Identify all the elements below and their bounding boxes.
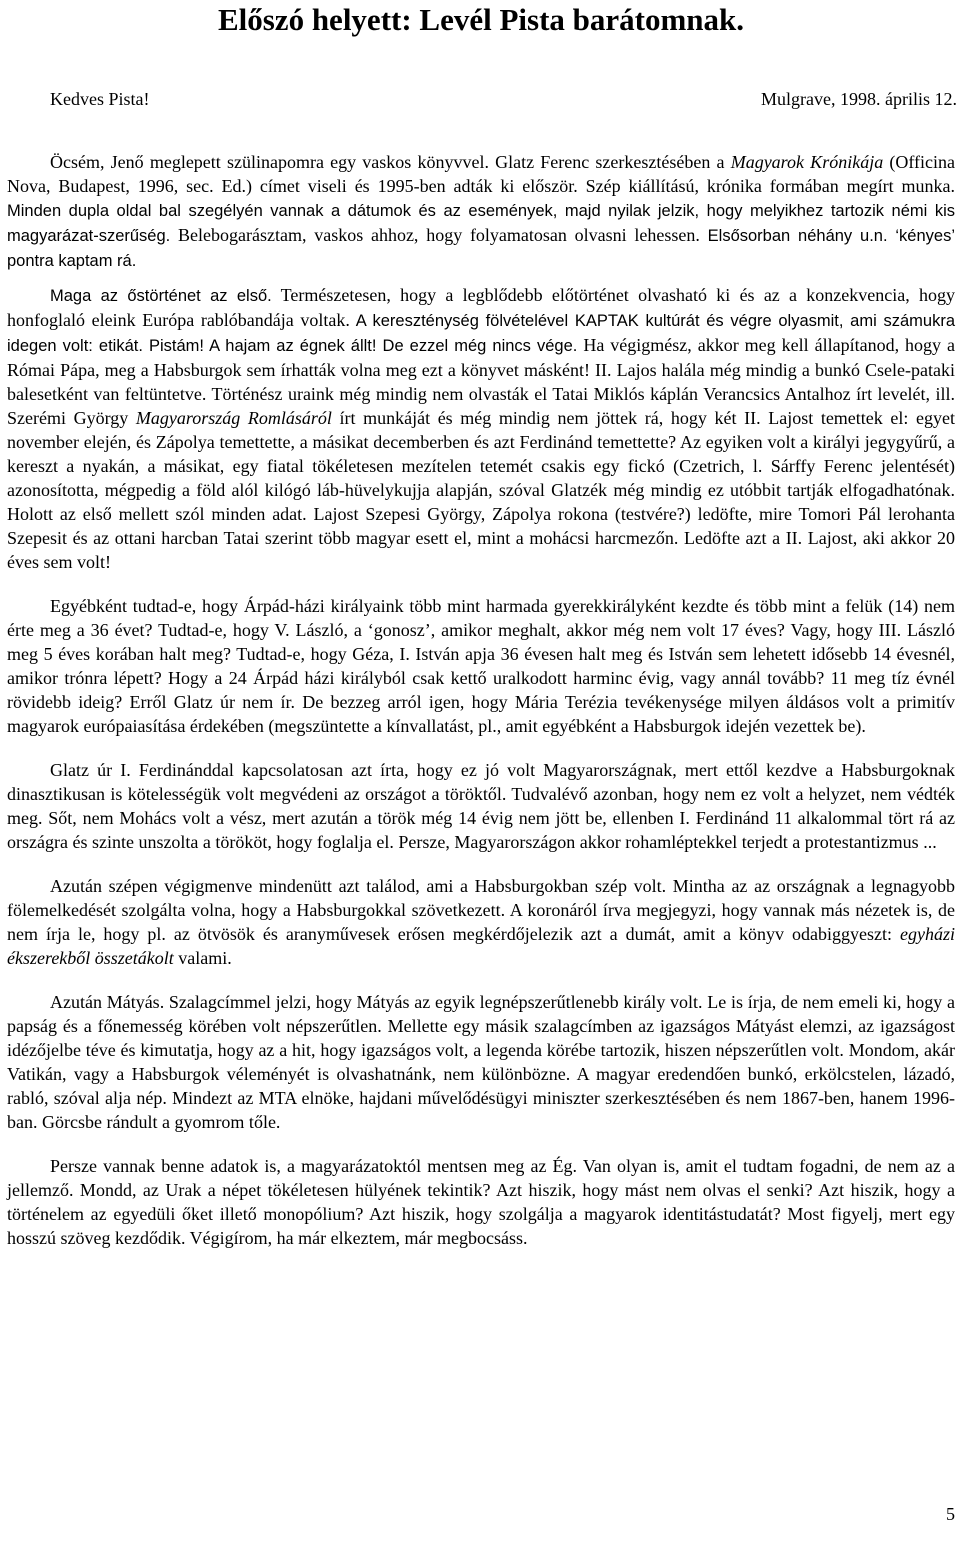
book-title-romlas: Magyarország Romlásáról [135, 408, 332, 428]
page-title: Előszó helyett: Levél Pista barátomnak. [217, 2, 745, 37]
p2-text-a: Maga az őstörténet az első. [50, 287, 272, 305]
p2-text-c: A kereszténység fölvételével KAPTAK kultúrát és végre olyasmit, ami számukra idegen volt: etikát. Pistám! A hajam az égnek állt! De ezzel még nincs vége. [7, 312, 955, 355]
p2-text-b: Természetesen, hogy a legblődebb előtörténet olvasható ki és az a konzekvencia, hogy honfoglaló eleink Európa rablóbandája voltak. [7, 285, 956, 330]
p1-text-c: Minden dupla oldal bal szegélyén vannak a dátumok és az események, majd nyilak jelzik, hogy melyikhez tartozik némi kis magyarázat-szerűség. [7, 202, 955, 245]
p1-text-d: Belebogarásztam, vaskos ahhoz, hogy folyamatosan olvasni lehessen. [170, 225, 708, 245]
paragraph-1 [7, 150, 955, 273]
paragraph-2 [7, 283, 955, 574]
p1-text-a: Öcsém, Jenő meglepett szülinapomra egy vaskos könyvvel. Glatz Ferenc szerkesztésében a [50, 152, 731, 172]
p5-text-b: valami. [173, 948, 232, 968]
paragraph-7: Persze vannak benne adatok is, a magyarázatoktól mentsen meg az Ég. Van olyan is, amit el tudtam fogadni, de nem az a jellemző. Mondd, az Urak a népet tökéletesen hülyének tekintik? Azt hiszik, hogy mást nem olvas el senki? Azt hiszik, hogy a történelem az egyedüli őket illető monopólium? Azt hiszik, hogy szolgálja a magyarok identitástudatát? Most figyelj, mert egy hosszú szöveg kezdődik. Végigírom, ha már elkeztem, már megbocsáss. [7, 1156, 955, 1248]
quoted-phrase: egyházi ékszerekből összetákolt [7, 924, 955, 968]
p1-text-e: Elsősorban néhány u.n. ‘kényes’ pontra kaptam rá. [7, 227, 955, 270]
paragraph-4: Glatz úr I. Ferdinánddal kapcsolatosan azt írta, hogy ez jó volt Magyarországnak, mert ettől kezdve a Habsburgoknak dinasztikusan is kötelességük volt megvédeni az országot a töröktől. Tudvalévő azonban, hogy nem ez volt a helyzet, nem védték meg. Sőt, nem Mohács volt a vész, mert azután a török még 14 évig nem jött be, ellenben I. Ferdinánd 11 alkalommal tört rá az országra és szinte unszolta a törököt, hogy foglalja el. Persze, Magyarországon akkor rohamléptekkel terjedt a protestantizmus ... [7, 760, 955, 852]
place-date: Mulgrave, 1998. április 12. [761, 89, 957, 109]
p2-text-d: Ha végigmész, akkor meg kell állapítanod, hogy a Római Pápa, meg a Habsburgok sem írhatták volna meg ezt a könyvet másként! II. Lajos halála még mindig a bunkó Csele-pataki balesetként van feltüntetve. Történész uraink még mindig nem olvasták el Tatai Miklós káplán Verancsics Antalhoz írt levelét, ill. Szerémi György [7, 335, 956, 428]
letter-body [7, 150, 955, 1250]
p2-text-e: írt munkáját és még mindig nem jöttek rá, hogy két II. Lajost temettek el: egyet november elején, és Zápolya temettette, a másikat decemberben és azt Ferdinánd temettette? Az egyiken volt a királyi jegygyűrű, a kereszt a nyakán, a másikat, egy fiatal tökéletesen mezítelen tetemét csakis egy fickó (Czetrich, l. Sárffy Ferenc jelentését) azonosította, mégpedig a föld alól kilógó láb-hüvelykujja alapján, szóval Glatzék még mindig ez utóbbit tartják elfogadhatónak. Holott az első mellett szól minden adat. Lajost Szepesi György, Zápolya rokona (testvére?) ledöfte, mire Tomori Pál lerohanta Szepesit és az ottani harcban Tatai szerint több magyar esett el, mint a mohácsi harcmezőn. Ledöfte azt a II. Lajost, aki akkor 20 éves sem volt! [7, 408, 955, 572]
paragraph-6: Azután Mátyás. Szalagcímmel jelzi, hogy Mátyás az egyik legnépszerűtlenebb király volt. Le is írja, de nem emeli ki, hogy a papság és a főnemesség körében volt népszerűtlen. Mellette egy másik szalagcímben az igazságos Mátyást elemzi, az igazságost idézőjelbe téve és kimutatja, hogy az a hit, hogy igazságos volt, a legenda körébe tartozik, hiszen népszerűtlen volt. Mondom, akár Vatikán, vagy a Habsburgok véleményét is olvashatnánk, nem különbözne. A magyar eredendően bunkó, erkölcstelen, lázadó, rabló, szóval alja nép. Mindezt az MTA elnöke, hajdani művelődésügyi miniszter szerkesztésében és nem 1867-ben, hanem 1996-ban. Görcsbe rándult a gyomrom tőle. [7, 992, 955, 1132]
salutation: Kedves Pista! [50, 89, 150, 109]
paragraph-3: Egyébként tudtad-e, hogy Árpád-házi királyaink több mint harmada gyerekkirályként kezdte és több mint a felük (14) nem érte meg a 36 évet? Tudtad-e, hogy V. László, a ‘gonosz’, amikor meghalt, akkor még nem volt 17 éves? Vagy, hogy III. László meg 5 éves korában halt meg? Tudtad-e, hogy Géza, I. István apja 36 évesen halt meg és István sem lehetett idősebb 14 évesnél, amikor trónra lépett? Hogy a 24 Árpád házi királyból csak kettő uralkodott harminc évig, vagy annál tovább? 11 meg tíz évnél rövidebb ideig? Erről Glatz úr nem ír. De bezzeg arról igen, hogy Mária Terézia tevékenysége milyen áldásos volt a primitív magyarok európaiasítása érdekében (megszüntette a kínvallatást, pl., amit egyébként a Habsburgok idején vezettek be). [7, 596, 955, 736]
paragraph-5 [7, 874, 955, 970]
p1-text-b: (Officina Nova, Budapest, 1996, sec. Ed.) címet viseli és 1995-ben adták ki először. Szép kiállítású, krónika formában megírt munka. [7, 152, 956, 196]
book-title: Magyarok Krónikája [730, 152, 884, 172]
page-number: 5 [946, 1504, 955, 1524]
p5-text-a: Azután szépen végigmenve mindenütt azt találod, ami a Habsburgokban szép volt. Mintha az az országnak a legnagyobb fölemelkedését szolgálta volna, hogy a Habsburgokkal szövetkezett. A koronáról írva megjegyzi, hogy vannak más nézetek is, de nem írja le, hogy pl. az ötvösök és aranyművesek erősen megkérdőjelezik azt a dumát, amit a könyv odabiggyeszt: [7, 876, 955, 944]
